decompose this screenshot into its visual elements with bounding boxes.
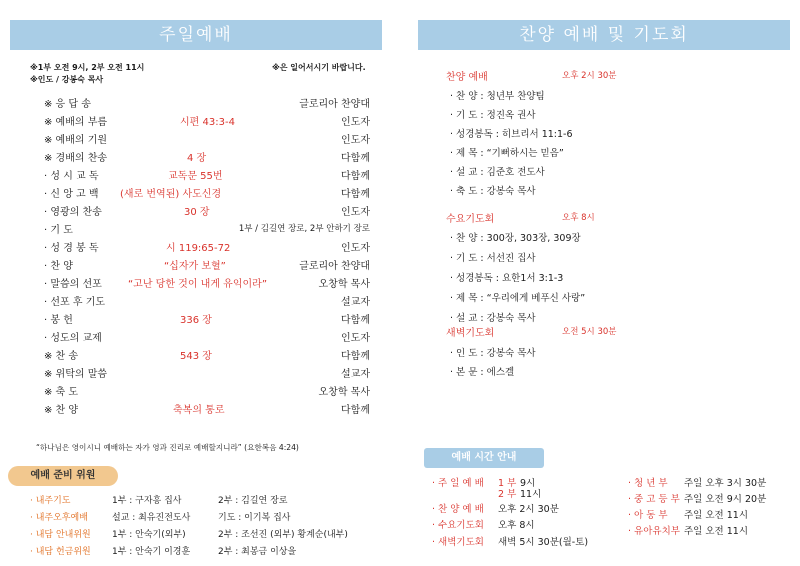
order-row <box>38 398 370 416</box>
order-mid: 축복의 통로 <box>173 405 225 416</box>
order-row <box>38 236 370 254</box>
order-right: 글로리아 찬양대 <box>299 261 370 272</box>
order-row <box>38 164 370 182</box>
section-item: · 본 문 : 에스겔 <box>450 367 515 378</box>
order-row <box>38 218 370 236</box>
prep-a: 1부 : 안숙기 이경훈 <box>112 547 191 557</box>
order-mid: 543 장 <box>180 351 212 362</box>
order-right: 1부 / 김길연 장로, 2부 안하기 장로 <box>238 224 370 234</box>
order-row <box>38 200 370 218</box>
order-right: 다함께 <box>341 405 370 416</box>
order-label: ※ 예배의 기원 <box>44 135 108 146</box>
prep-committee-title <box>8 466 118 486</box>
order-row <box>38 308 370 326</box>
order-label: ※ 경배의 찬송 <box>44 153 108 164</box>
schedule-time: 주일 오전 9시 20분 <box>684 494 767 505</box>
prep-b: 기도 : 이기복 집사 <box>218 513 291 523</box>
schedule-time: 새벽 5시 30분(월-토) <box>498 537 589 548</box>
section-item: · 성경봉독 : 요한1서 3:1-3 <box>450 273 564 284</box>
schedule-time: 9시 <box>520 478 536 489</box>
order-row <box>38 344 370 362</box>
schedule-name: · 중 고 등 부 <box>628 494 680 505</box>
section-item: · 기 도 : 서선진 집사 <box>450 253 536 264</box>
schedule-title <box>424 448 544 468</box>
order-row <box>38 182 370 200</box>
section-item: · 성경봉독 : 히브리서 11:1-6 <box>450 129 573 140</box>
order-row <box>38 272 370 290</box>
schedule-time: 오후 8시 <box>498 520 535 531</box>
order-row <box>38 110 370 128</box>
scripture-verse: “하나님은 영이시니 예배하는 자가 영과 진리로 예배할지니라” (요한복음 4:24) <box>36 443 299 452</box>
order-row <box>38 92 370 110</box>
section-time: 오전 5시 30분 <box>562 327 617 337</box>
order-row <box>38 146 370 164</box>
schedule-time: 주일 오전 11시 <box>684 526 749 537</box>
section-title: 수요기도회 <box>446 214 495 225</box>
order-mid: 4 장 <box>187 153 207 164</box>
order-label: · 성 경 봉 독 <box>44 243 99 254</box>
left-banner <box>10 20 382 50</box>
order-mid: 시편 43:3-4 <box>180 117 235 128</box>
order-label: · 봉 헌 <box>44 315 73 326</box>
order-label: · 말씀의 선포 <box>44 279 102 290</box>
order-row <box>38 128 370 146</box>
schedule-time: 11시 <box>520 489 542 500</box>
section-item: · 기 도 : 정진옥 권사 <box>450 110 536 121</box>
order-mid: “고난 당한 것이 내게 유익이라” <box>128 279 267 290</box>
schedule-name: · 청 년 부 <box>628 478 668 489</box>
order-right: 인도자 <box>341 135 370 146</box>
order-label: · 성 시 교 독 <box>44 171 99 182</box>
order-row <box>38 326 370 344</box>
left-banner-title: 주일예배 <box>159 25 233 45</box>
schedule-time: 주일 오전 11시 <box>684 510 749 521</box>
schedule-name: · 찬 양 예 배 <box>432 504 484 515</box>
order-label: ※ 찬 양 <box>44 405 79 416</box>
order-label: · 성도의 교제 <box>44 333 102 344</box>
prep-b: 2부 : 김길연 장로 <box>218 496 288 506</box>
prep-role: · 내담 안내위원 <box>30 530 91 540</box>
order-label: ※ 응 답 송 <box>44 99 91 110</box>
order-mid: 336 장 <box>180 315 212 326</box>
prep-role: · 내주기도 <box>30 496 71 506</box>
section-item: · 찬 양 : 300장, 303장, 309장 <box>450 233 581 244</box>
order-right: 다함께 <box>341 351 370 362</box>
order-label: ※ 위탁의 말씀 <box>44 369 108 380</box>
order-right: 오창학 목사 <box>318 279 370 290</box>
order-right: 글로리아 찬양대 <box>299 99 370 110</box>
prep-a: 1부 : 구자흥 집사 <box>112 496 182 506</box>
order-right: 설교자 <box>341 297 370 308</box>
schedule-name: · 수요기도회 <box>432 520 484 531</box>
order-mid: 교독문 55번 <box>168 171 223 182</box>
right-banner <box>418 20 790 50</box>
section-item: · 설 교 : 강봉숙 목사 <box>450 313 536 324</box>
order-row <box>38 362 370 380</box>
order-row <box>38 254 370 272</box>
section-title: 찬양 예배 <box>446 72 488 83</box>
order-mid: (새로 번역된) 사도신경 <box>120 189 222 200</box>
section-item: · 인 도 : 강봉숙 목사 <box>450 348 536 359</box>
section-item: · 제 목 : “기뻐하시는 믿음” <box>450 148 564 159</box>
section-item: · 설 교 : 김준호 전도사 <box>450 167 545 178</box>
order-label: · 기 도 <box>44 225 73 236</box>
order-right: 인도자 <box>341 207 370 218</box>
section-title: 새벽기도회 <box>446 328 495 339</box>
order-mid: 30 장 <box>184 207 210 218</box>
order-label: ※ 찬 송 <box>44 351 79 362</box>
section-item: · 축 도 : 강봉숙 목사 <box>450 186 536 197</box>
order-row <box>38 290 370 308</box>
order-label: · 선포 후 기도 <box>44 297 106 308</box>
prep-title-text: 예배 준비 위원 <box>30 470 96 481</box>
order-right: 다함께 <box>341 189 370 200</box>
schedule-mark: 1 부 <box>498 478 517 489</box>
section-time: 오후 8시 <box>562 213 595 223</box>
order-right: 다함께 <box>341 153 370 164</box>
schedule-name: · 아 동 부 <box>628 510 668 521</box>
order-right: 인도자 <box>341 333 370 344</box>
order-label: · 영광의 찬송 <box>44 207 102 218</box>
order-right: 오창학 목사 <box>318 387 370 398</box>
prep-role: · 내주오후예배 <box>30 513 88 523</box>
leader: ※인도 / 강봉숙 목사 <box>30 75 104 84</box>
order-label: · 신 앙 고 백 <box>44 189 99 200</box>
schedule-time: 오후 2시 30분 <box>498 504 559 515</box>
prep-b: 2부 : 최봉금 이상을 <box>218 547 297 557</box>
order-mid: “십자가 보혈” <box>164 261 226 272</box>
stand-note: ※은 일어서시기 바랍니다. <box>272 63 366 72</box>
prep-role: · 내담 헌금위원 <box>30 547 91 557</box>
right-banner-title: 찬양 예배 및 기도회 <box>519 25 689 45</box>
prep-b: 2부 : 조선진 (외부) 황계순(내부) <box>218 530 348 540</box>
order-label: · 찬 양 <box>44 261 73 272</box>
prep-a: 1부 : 안숙기(외부) <box>112 530 186 540</box>
schedule-time: 주일 오후 3시 30분 <box>684 478 767 489</box>
order-right: 설교자 <box>341 369 370 380</box>
order-right: 인도자 <box>341 117 370 128</box>
order-label: ※ 축 도 <box>44 387 79 398</box>
order-row <box>38 380 370 398</box>
order-mid: 시 119:65-72 <box>166 243 231 254</box>
section-item: · 찬 양 : 청년부 찬양팀 <box>450 91 545 102</box>
schedule-name: · 유아유치부 <box>628 526 680 537</box>
order-right: 인도자 <box>341 243 370 254</box>
order-right: 다함께 <box>341 315 370 326</box>
schedule-mark: 2 부 <box>498 489 517 500</box>
schedule-title-text: 예배 시간 안내 <box>451 452 517 463</box>
section-item: · 제 목 : “우리에게 베푸신 사랑” <box>450 293 586 304</box>
order-label: ※ 예배의 부름 <box>44 117 108 128</box>
schedule-name: · 주 일 예 배 <box>432 478 484 489</box>
service-times: ※1부 오전 9시, 2부 오전 11시 <box>30 63 145 72</box>
prep-a: 설교 : 최유진전도사 <box>112 513 191 523</box>
order-right: 다함께 <box>341 171 370 182</box>
section-time: 오후 2시 30분 <box>562 71 617 81</box>
schedule-name: · 새벽기도회 <box>432 537 484 548</box>
